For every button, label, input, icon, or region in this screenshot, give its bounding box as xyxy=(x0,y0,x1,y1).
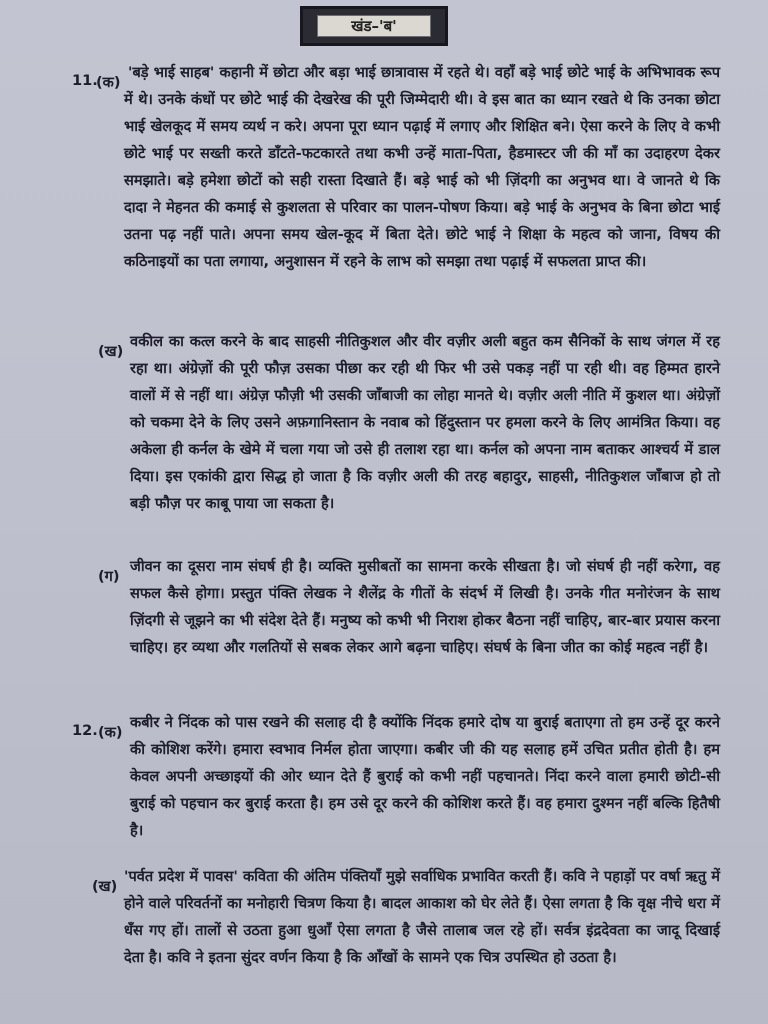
section-title: खंड–'ब' xyxy=(317,15,431,37)
question-12b-label: (ख) xyxy=(92,878,118,895)
answer-11b: वकील का कत्ल करने के बाद साहसी नीतिकुशल और वीर वज़ीर अली बहुत कम सैनिकों के साथ जंगल में रह रहा था। अंग्रेज़ों की पूरी फौज़ उसका पीछा कर रही थी फिर भी उसे पकड़ नहीं पा रही थी। वह हिम्मत हारने वालों में से नहीं था। अंग्रेज़ फौज़ी भी उसकी जाँबाजी का लोहा मानते थे। वज़ीर अली नीति में कुशल था। अंग्रेज़ों को चकमा देने के लिए उसने अफ़गानिस्तान के नवाब को हिंदुस्तान पर हमला करने के लिए आमंत्रित किया। वह अकेला ही कर्नल के खेमे में चला गया जो उसे ही तलाश रहा था। कर्नल को अपना नाम बताकर आश्चर्य में डाल दिया। इस एकांकी द्वारा सिद्ध हो जाता है कि वज़ीर अली की तरह बहादुर, साहसी, नीतिकुशल जाँबाज हो तो बड़ी फौज़ पर काबू पाया जा सकता है। xyxy=(130,333,720,512)
answer-12a: कबीर ने निंदक को पास रखने की सलाह दी है क्योंकि निंदक हमारे दोष या बुराई बताएगा तो हम उन्हें दूर करने की कोशिश करेंगे। हमारा स्वभाव निर्मल होता जाएगा। कबीर जी की यह सलाह हमें उचित प्रतीत होती है। हम केवल अपनी अच्छाइयों की ओर ध्यान देते हैं बुराई को कभी नहीं पहचानते। निंदा करने वाला हमारी छोटी-सी बुराई को पहचान कर बुराई करता है। हम उसे दूर करने की कोशिश करते हैं। वह हमारा दुश्मन नहीं बल्कि हितैषी है। xyxy=(130,714,720,839)
answer-11c: जीवन का दूसरा नाम संघर्ष ही है। व्यक्ति मुसीबतों का सामना करके सीखता है। जो संघर्ष ही नहीं करेगा, वह सफल कैसे होगा। प्रस्तुत पंक्ति लेखक ने शैलेंद्र के गीतों के संदर्भ में लिखी है। उनके गीत मनोरंजन के साथ ज़िंदगी से जूझने का भी संदेश देते हैं। मनुष्य को कभी भी निराश होकर बैठना नहीं चाहिए, बार-बार प्रयास करना चाहिए। हर व्यथा और गलतियों से सबक लेकर आगे बढ़ना चाहिए। संघर्ष के बिना जीत का कोई महत्व नहीं है। xyxy=(130,558,720,656)
question-11c-label: (ग) xyxy=(98,568,120,585)
section-header xyxy=(300,6,448,46)
question-11a-label: (क) xyxy=(96,74,121,91)
question-12-number: 12. xyxy=(72,722,98,739)
question-11-number: 11. xyxy=(72,72,98,89)
question-12a-label: (क) xyxy=(98,724,123,741)
question-11b-label: (ख) xyxy=(98,343,124,360)
answer-12b: 'पर्वत प्रदेश में पावस' कविता की अंतिम पंक्तियाँ मुझे सर्वाधिक प्रभावित करती हैं। कवि ने पहाड़ों पर वर्षा ऋतु में होने वाले परिवर्तनों का मनोहारी चित्रण किया है। बादल आकाश को घेर लेते हैं। ऐसा लगता है कि वृक्ष नीचे धरा में धँस गए हों। तालों से उठता हुआ धुआँ ऐसा लगता है जैसे तालाब जल रहे हों। सर्वत्र इंद्रदेवता का जादू दिखाई देता है। कवि ने इतना सुंदर वर्णन किया है कि आँखों के सामने एक चित्र उपस्थित हो उठता है। xyxy=(124,868,720,966)
answer-11a: 'बड़े भाई साहब' कहानी में छोटा और बड़ा भाई छात्रावास में रहते थे। वहाँ बड़े भाई छोटे भाई के अभिभावक रूप में थे। उनके कंधों पर छोटे भाई की देखरेख की पूरी जिम्मेदारी थी। वे इस बात का ध्यान रखते थे कि उनका छोटा भाई खेलकूद में समय व्यर्थ न करे। अपना पूरा ध्यान पढ़ाई में लगाए और शिक्षित बने। ऐसा करने के लिए वे कभी छोटे भाई पर सख्ती करते डाँटते-फटकारते तथा कभी उन्हें माता-पिता, हैडमास्टर जी की माँ का उदाहरण देकर समझाते। बड़े हमेशा छोटों को सही रास्ता दिखाते हैं। बड़े भाई को भी ज़िंदगी का अनुभव था। वे जानते थे कि दादा ने मेहनत की कमाई से कुशलता से परिवार का पालन-पोषण किया। बड़े भाई के अनुभव के बिना छोटा भाई उतना पढ़ नहीं पाते। अपना समय खेल-कूद में बिता देते। छोटे भाई ने शिक्षा के महत्व को जाना, विषय की कठिनाइयों का पता लगाया, अनुशासन में रहने के लाभ को समझा तथा पढ़ाई में सफलता प्राप्त की। xyxy=(124,64,720,270)
